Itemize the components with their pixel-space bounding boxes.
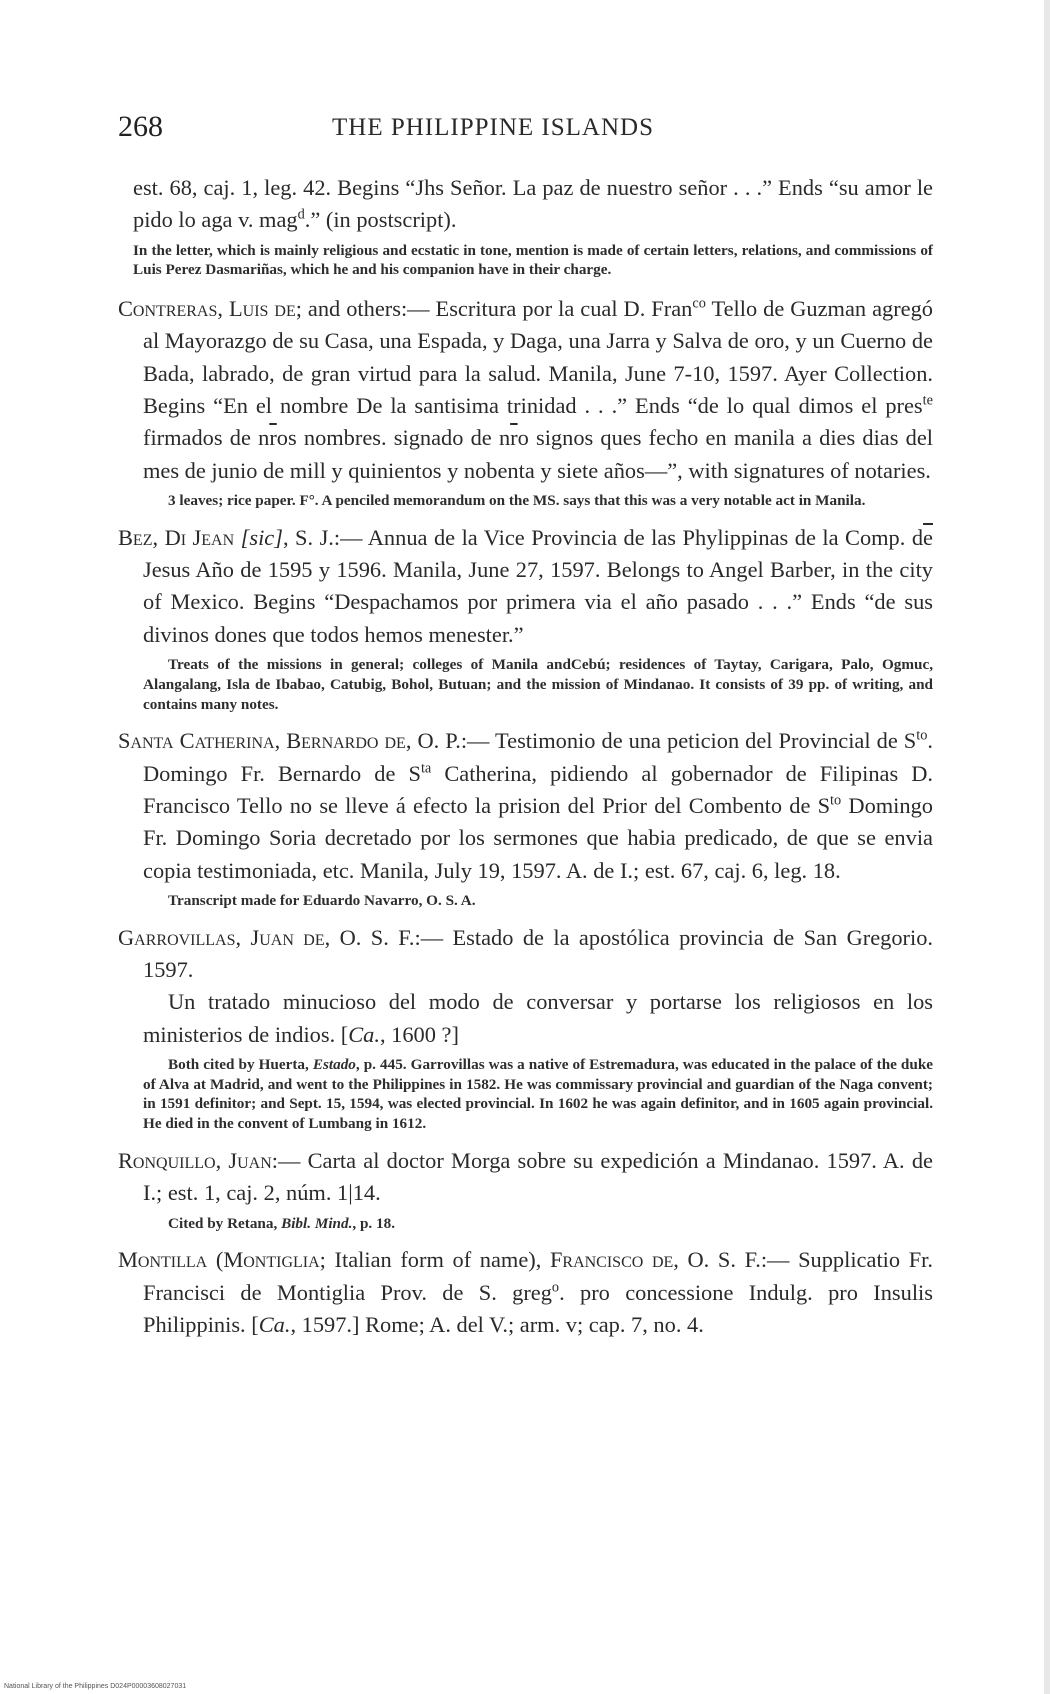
author-name: Bez, Di Jean — [118, 524, 235, 550]
footer-credit: National Library of the Philippines D024P00003608027031 — [4, 1683, 187, 1690]
bibliography-entry: Montilla (Montiglia; Italian form of name), Francisco de, O. S. F.:— Supplicatio Fr. Francisci de Montiglia Prov. de S. greg$^o$. pro concessione Indulg. pro Insulis Philippinis. [Ca., 1597.] Rome; A. del V.; arm. v; cap. 7, no. 4. — [118, 1247, 933, 1337]
bibliography-entry: Garrovillas, Juan de, O. S. F.:— Estado de la apostólica provincia de San Gregorio. 1597. — [118, 924, 934, 982]
author-name: Contreras, Luis de; — [118, 296, 302, 322]
author-given-name: Francisco de, — [549, 1247, 679, 1273]
bibliography-entry: Bez, Di Jean [sic], S. J.:— Annua de la Vice Provincia de las Phylippinas de la Comp. $d\overline{e}$ Jesus Año de 1595 y 1596. Manila, June 27, 1597. Belongs to Angel Barber, in the city of Mexico. Begins “Despachamos por primera via el año pasado . . .” Ends “de sus divinos dones que todos hemos menester.” — [118, 524, 933, 647]
bibliography-entry: Contreras, Luis de; and others:— Escritura por la cual D. Fran$^{co}$ Tello de Guzman agregó al Mayorazgo de su Casa, una Espada, y Daga, una Jarra y Salva de oro, y un Cuerno de Bada, labrado, de gran virtud para la salud. Manila, June 7-10, 1597. Ayer Collection. Begins “En el nombre De la santisima trinidad . . .” Ends “de lo qual dimos el pres$^{te}$ firmados de $n\overline{r}os$ nombres. signado de $n\overline{r}o$ signos ques fecho en manila a dies dias del mes de junio de mill y quinientos y nobenta y siete años—”, with signatures of notaries. — [118, 295, 933, 483]
author-name-variant: Montiglia — [223, 1247, 320, 1273]
entry-continuation: est. 68, caj. 1, leg. 42. Begins “Jhs Señor. La paz de nuestro señor . . .” Ends “su amor le pido lo aga v. mag$^d$.” (in postscript). — [133, 175, 933, 233]
author-name: Garrovillas, Juan de, — [118, 924, 331, 950]
running-title: THE PHILIPPINE ISLANDS — [332, 114, 654, 141]
author-name: Montilla — [118, 1247, 208, 1273]
page-number: 268 — [118, 110, 163, 143]
page-header — [118, 110, 936, 150]
author-name: Santa Catherina, Bernardo de, — [118, 728, 412, 754]
bibliography-entry: Santa Catherina, Bernardo de, O. P.:— Testimonio de una peticion del Provincial de $S^{to}$. Domingo Fr. Bernardo de $S^{ta}$ Catherina, pidiendo al gobernador de Filipinas D. Francisco Tello no se lleve á efecto la prision del Prior del Combento de $S^{to}$ Domingo Fr. Domingo Soria decretado por los sermones que habia predicado, de que se envia copia testimoniada, etc. Manila, July 19, 1597. A. de I.; est. 67, caj. 6, leg. 18. — [118, 727, 933, 883]
entry-note: 3 leaves; rice paper. F°. A penciled memorandum on the MS. says that this was a very notable act in Manila. — [168, 491, 866, 509]
entry-note: In the letter, which is mainly religious and ecstatic in tone, mention is made of certain letters, relations, and commissions of Luis Perez Dasmariñas, which he and his companion have in their charge. — [133, 241, 933, 279]
entry-note: Transcript made for Eduardo Navarro, O. S. A. — [168, 891, 476, 909]
author-name: Ronquillo, Juan: — [118, 1148, 278, 1173]
page-edge — [1044, 0, 1050, 1694]
page-content — [118, 172, 933, 1341]
entry-note: Treats of the missions in general; colleges of Manila andCebú; residences of Taytay, Carigara, Palo, Ogmuc, Alangalang, Isla de Ibabao, Catubig, Bohol, Butuan; and the mission of Mindanao. It consists of 39 pp. of writing, and contains many notes. — [143, 655, 933, 713]
entry-note: Cited by Retana, Bibl. Mind., p. 18. — [168, 1214, 396, 1232]
entry-note: Both cited by Huerta, Estado, p. 445. Garrovillas was a native of Estremadura, was educated in the palace of the duke of Alva at Madrid, and went to the Philippines in 1582. He was commissary provincial and guardian of the Naga convent; in 1591 definitor; and Sept. 15, 1594, was elected provincial. In 1602 he was again definitor, and in 1605 again provincial. He died in the convent of Lumbang in 1612. — [143, 1055, 934, 1133]
entry-paragraph: Un tratado minucioso del modo de conversar y portarse los religiosos en los ministerios de indios. [Ca., 1600 ?] — [143, 989, 933, 1047]
bibliography-entry: Ronquillo, Juan:— Carta al doctor Morga sobre su expedición a Mindanao. 1597. A. de I.; est. 1, caj. 2, núm. 1|14. — [118, 1148, 933, 1206]
